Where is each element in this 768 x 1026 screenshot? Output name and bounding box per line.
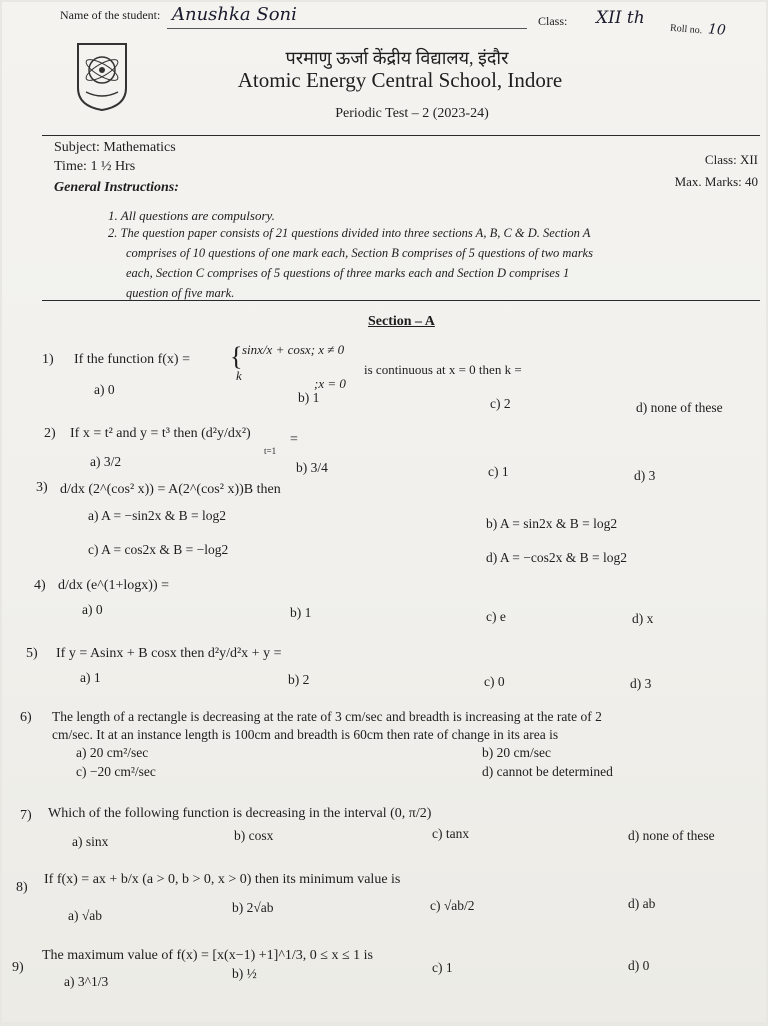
- q1-option-b: b) 1: [298, 390, 320, 405]
- roll-number-handwritten: 10: [707, 21, 727, 39]
- q1-option-c: c) 2: [490, 396, 511, 411]
- q6-number: 6): [20, 710, 32, 725]
- q3-option-a: a) A = −sin2x & B = log2: [88, 508, 226, 523]
- q7-number: 7): [20, 808, 32, 823]
- instruction-2-line1: 2. The question paper consists of 21 questions divided into three sections A, B, C & D. Section A: [108, 226, 591, 240]
- q2-option-d: d) 3: [634, 468, 656, 483]
- q9-text: The maximum value of f(x) = [x(x−1) +1]^1/3, 0 ≤ x ≤ 1 is: [42, 948, 374, 963]
- q6-option-c: c) −20 cm²/sec: [76, 764, 156, 779]
- header-divider: [42, 135, 760, 136]
- instruction-1: 1. All questions are compulsory.: [108, 208, 275, 223]
- q1-text: If the function f(x) =: [74, 352, 190, 367]
- q8-option-b: b) 2√ab: [232, 900, 274, 915]
- q2-option-b: b) 3/4: [296, 460, 328, 475]
- q1-condition: is continuous at x = 0 then k =: [364, 362, 522, 377]
- q3-text: d/dx (2^(cos² x)) = A(2^(cos² x))B then: [60, 482, 281, 497]
- school-english-name: Atomic Energy Central School, Indore: [237, 68, 563, 92]
- q9-option-a: a) 3^1/3: [64, 974, 109, 989]
- q6-option-a: a) 20 cm²/sec: [76, 745, 149, 760]
- q9-option-d: d) 0: [628, 958, 650, 973]
- student-name-label: Name of the student:: [60, 8, 161, 22]
- q2-option-c: c) 1: [488, 464, 509, 479]
- q8-option-a: a) √ab: [68, 908, 103, 923]
- q1-case1: sinx/x + cosx; x ≠ 0: [242, 342, 345, 357]
- q6-option-d: d) cannot be determined: [482, 764, 613, 779]
- q5-option-b: b) 2: [288, 672, 310, 687]
- q1-number: 1): [42, 352, 54, 367]
- q7-option-b: b) cosx: [234, 828, 274, 843]
- q7-text: Which of the following function is decreasing in the interval (0, π/2): [48, 806, 432, 821]
- q1-option-a: a) 0: [94, 382, 115, 397]
- q4-number: 4): [34, 578, 46, 593]
- q2-equals: =: [290, 432, 298, 447]
- question-paper: [2, 2, 766, 1022]
- q8-text: If f(x) = ax + b/x (a > 0, b > 0, x > 0) then its minimum value is: [44, 872, 401, 887]
- instruction-2-line2: comprises of 10 questions of one mark each, Section B comprises of 5 questions of two marks: [126, 246, 593, 260]
- class-info: Class: XII: [704, 152, 758, 167]
- q9-number: 9): [12, 960, 24, 975]
- q5-option-c: c) 0: [484, 674, 505, 689]
- q7-option-a: a) sinx: [72, 834, 109, 849]
- section-a-title: Section – A: [368, 314, 435, 329]
- q4-option-b: b) 1: [290, 605, 312, 620]
- q5-text: If y = Asinx + B cosx then d²y/d²x + y =: [56, 646, 282, 661]
- student-name-handwritten: Anushka Soni: [172, 4, 297, 25]
- q2-number: 2): [44, 426, 56, 441]
- q9-option-b: b) ½: [232, 966, 257, 981]
- duration: Time: 1 ½ Hrs: [54, 159, 136, 174]
- class-handwritten: XII th: [596, 8, 645, 28]
- q5-option-a: a) 1: [80, 670, 101, 685]
- q6-text-line1: The length of a rectangle is decreasing at the rate of 3 cm/sec and breadth is increasing at the rate of 2: [52, 709, 602, 724]
- instruction-2-line3: each, Section C comprises of 5 questions of three marks each and Section D comprises 1: [126, 266, 570, 280]
- q4-text: d/dx (e^(1+logx)) =: [58, 578, 170, 593]
- q1-case2: k: [236, 368, 242, 383]
- q2-subscript: t=1: [264, 446, 277, 456]
- test-title: Periodic Test – 2 (2023-24): [335, 106, 489, 121]
- q1-option-d: d) none of these: [636, 400, 723, 415]
- q5-option-d: d) 3: [630, 676, 652, 691]
- q4-option-d: d) x: [632, 611, 654, 626]
- q4-option-c: c) e: [486, 609, 506, 624]
- instruction-2-line4: question of five mark.: [126, 286, 235, 300]
- q4-option-a: a) 0: [82, 602, 103, 617]
- instructions-divider: [42, 300, 760, 301]
- q3-option-c: c) A = cos2x & B = −log2: [88, 542, 229, 557]
- q1-brace: {: [230, 342, 243, 371]
- max-marks: Max. Marks: 40: [674, 174, 758, 189]
- q5-number: 5): [26, 646, 38, 661]
- q1-case2-cond: ;x = 0: [314, 376, 346, 391]
- q8-option-d: d) ab: [628, 896, 656, 911]
- q3-option-b: b) A = sin2x & B = log2: [486, 516, 618, 531]
- q6-option-b: b) 20 cm/sec: [482, 745, 551, 760]
- instructions-title: General Instructions:: [54, 180, 179, 195]
- q9-option-c: c) 1: [432, 960, 453, 975]
- school-hindi-name: परमाणु ऊर्जा केंद्रीय विद्यालय, इंदौर: [285, 48, 509, 68]
- name-underline: [167, 28, 527, 29]
- roll-label: Roll no.: [669, 22, 703, 37]
- q2-text: If x = t² and y = t³ then (d²y/dx²): [70, 426, 251, 441]
- q8-number: 8): [16, 880, 28, 895]
- q3-number: 3): [36, 480, 48, 495]
- q7-option-d: d) none of these: [628, 828, 715, 843]
- q8-option-c: c) √ab/2: [430, 898, 475, 913]
- subject: Subject: Mathematics: [54, 140, 176, 155]
- q7-option-c: c) tanx: [432, 826, 470, 841]
- school-logo-icon: [72, 40, 132, 112]
- q3-option-d: d) A = −cos2x & B = log2: [486, 550, 627, 565]
- class-label: Class:: [538, 14, 568, 28]
- q6-text-line2: cm/sec. It at an instance length is 100cm and breadth is 60cm then rate of change in its area is: [52, 727, 559, 742]
- q2-option-a: a) 3/2: [90, 454, 122, 469]
